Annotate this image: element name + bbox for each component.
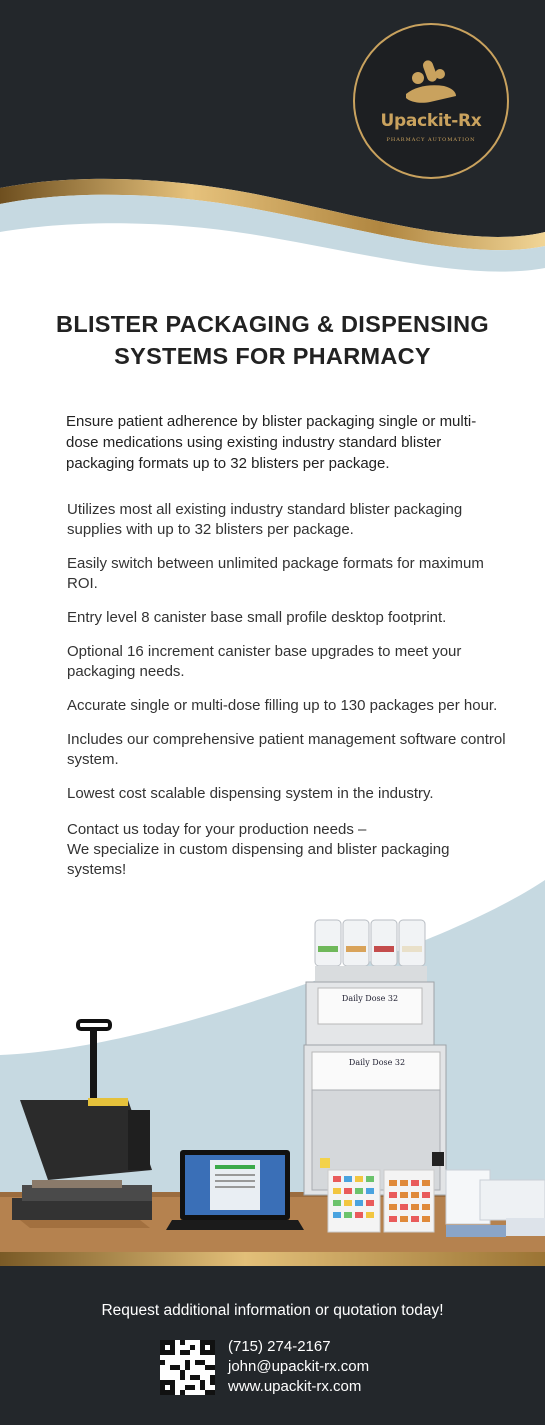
laptop xyxy=(166,1150,304,1230)
logo-ring-icon xyxy=(352,22,510,180)
phone-number[interactable]: (715) 274-2167 xyxy=(228,1338,331,1355)
footer-cta: Request additional information or quotation today! xyxy=(101,1302,444,1319)
feature-item: Easily switch between unlimited package formats for maximum ROI. xyxy=(67,555,484,592)
brand-tagline: PHARMACY AUTOMATION xyxy=(386,137,476,143)
feature-item: Includes our comprehensive patient management software control system. xyxy=(67,731,506,768)
feature-item: Utilizes most all existing industry standard blister packaging supplies with up to 32 blisters per package. xyxy=(67,501,463,538)
brand-logo xyxy=(352,22,510,180)
page-title xyxy=(20,308,525,372)
dispensing-machine xyxy=(304,920,446,1232)
brand-name: Upackit-Rx xyxy=(380,111,482,131)
footer-gold-divider xyxy=(0,1252,545,1266)
feature-item: Accurate single or multi-dose filling up to 130 packages per hour. xyxy=(67,697,498,714)
feature-item: Entry level 8 canister base small profile desktop footprint. xyxy=(67,609,447,626)
product-photo xyxy=(0,880,545,1252)
qr-code-icon[interactable] xyxy=(160,1340,215,1395)
machine-label-upper: Daily Dose 32 xyxy=(341,994,399,1003)
intro-paragraph: Ensure patient adherence by blister packaging single or multi-dose medications using existing industry standard blister packaging formats up to 32 blisters per package. xyxy=(66,413,477,472)
website-link[interactable]: www.upackit-rx.com xyxy=(228,1378,362,1395)
contact-pitch: Contact us today for your production needs – We specialize in custom dispensing and blister packaging systems! xyxy=(67,821,450,878)
feature-list xyxy=(67,500,507,894)
page-title-line-1: BLISTER PACKAGING & DISPENSING xyxy=(56,311,489,337)
packaging-supplies xyxy=(446,1170,545,1237)
contact-details xyxy=(228,1337,369,1397)
header-banner xyxy=(0,0,545,290)
email-link[interactable]: john@upackit-rx.com xyxy=(228,1358,370,1375)
feature-item: Lowest cost scalable dispensing system in the industry. xyxy=(67,785,434,802)
feature-item: Optional 16 increment canister base upgrades to meet your packaging needs. xyxy=(67,643,462,680)
page-title-line-2: SYSTEMS FOR PHARMACY xyxy=(114,343,431,369)
machine-label-lower: Daily Dose 32 xyxy=(348,1058,406,1067)
